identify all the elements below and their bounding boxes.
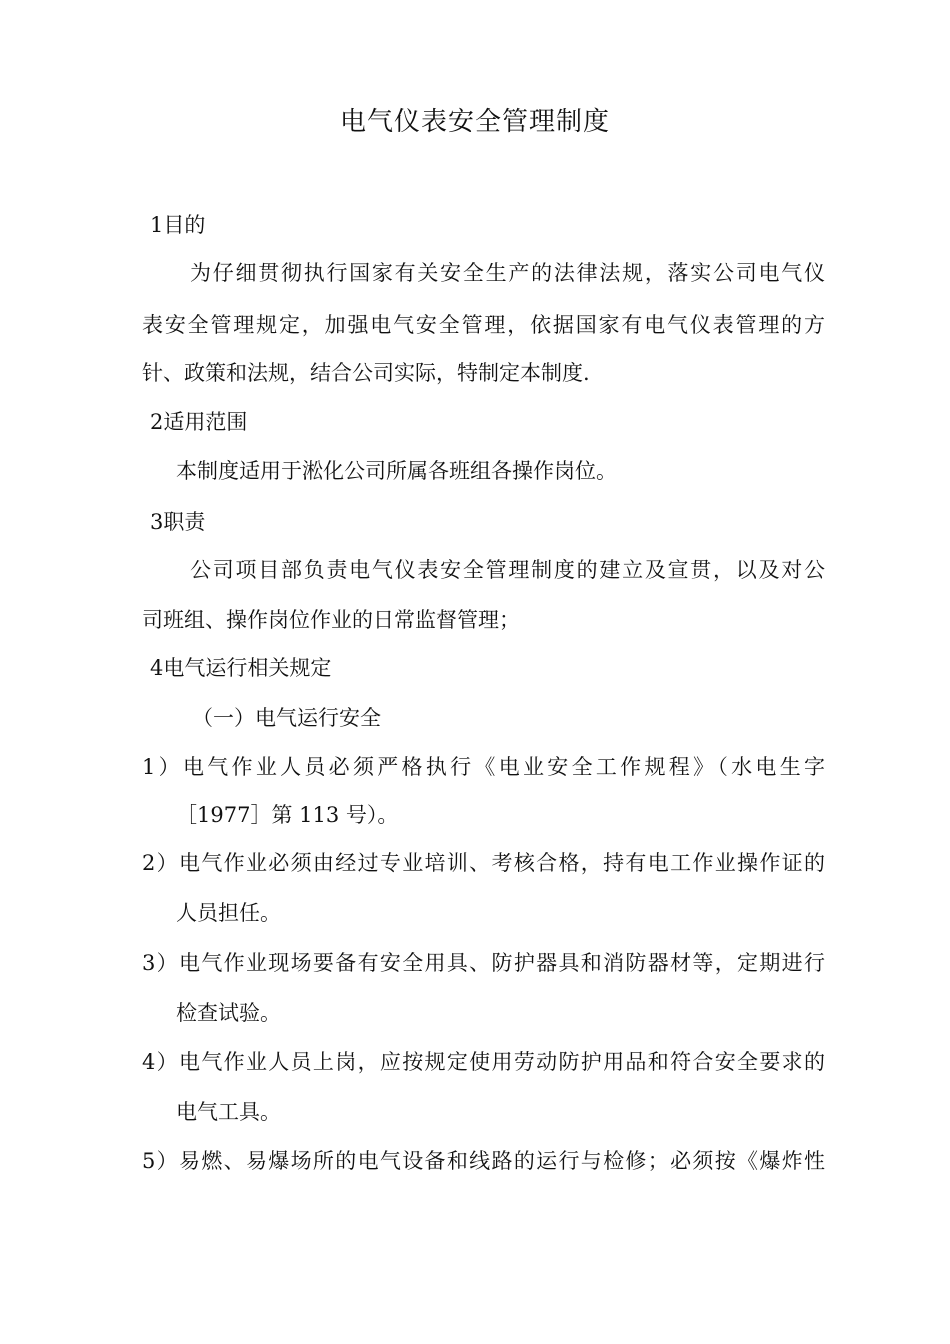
responsibilities-paragraph-line: 公司项目部负责电气仪表安全管理制度的建立及宣贯，以及对公 [190,558,825,582]
list-item-line: 4）电气作业人员上岗，应按规定使用劳动防护用品和符合安全要求的 [142,1050,825,1074]
section-heading-responsibilities: 3职责 [150,510,206,534]
list-item-continuation: 电气工具。 [176,1100,281,1124]
subsection-heading: （一）电气运行安全 [192,706,381,730]
section-heading-purpose: 1目的 [150,213,206,237]
list-item-line: 5）易燃、易爆场所的电气设备和线路的运行与检修；必须按《爆炸性 [142,1149,825,1173]
section-heading-scope: 2适用范围 [150,410,248,434]
section-heading-electrical-operation: 4电气运行相关规定 [150,656,332,680]
responsibilities-paragraph-line: 司班组、操作岗位作业的日常监督管理； [142,608,520,632]
purpose-paragraph-line: 表安全管理规定，加强电气安全管理，依据国家有电气仪表管理的方 [142,313,825,337]
scope-paragraph-line: 本制度适用于淞化公司所属各班组各操作岗位。 [176,459,617,483]
list-item-continuation: 检查试验。 [176,1001,281,1025]
document-title: 电气仪表安全管理制度 [339,107,610,137]
list-item-line: 2）电气作业必须由经过专业培训、考核合格，持有电工作业操作证的 [142,851,825,875]
purpose-paragraph-line: 针、政策和法规，结合公司实际，特制定本制度. [142,361,590,385]
list-item-line: 1）电气作业人员必须严格执行《电业安全工作规程》（水电生字 [142,755,825,779]
list-item-continuation: ［1977］第 113 号）。 [176,803,399,827]
purpose-paragraph-line: 为仔细贯彻执行国家有关安全生产的法律法规，落实公司电气仪 [190,261,825,285]
list-item-line: 3）电气作业现场要备有安全用具、防护器具和消防器材等，定期进行 [142,951,825,975]
list-item-continuation: 人员担任。 [176,901,281,925]
